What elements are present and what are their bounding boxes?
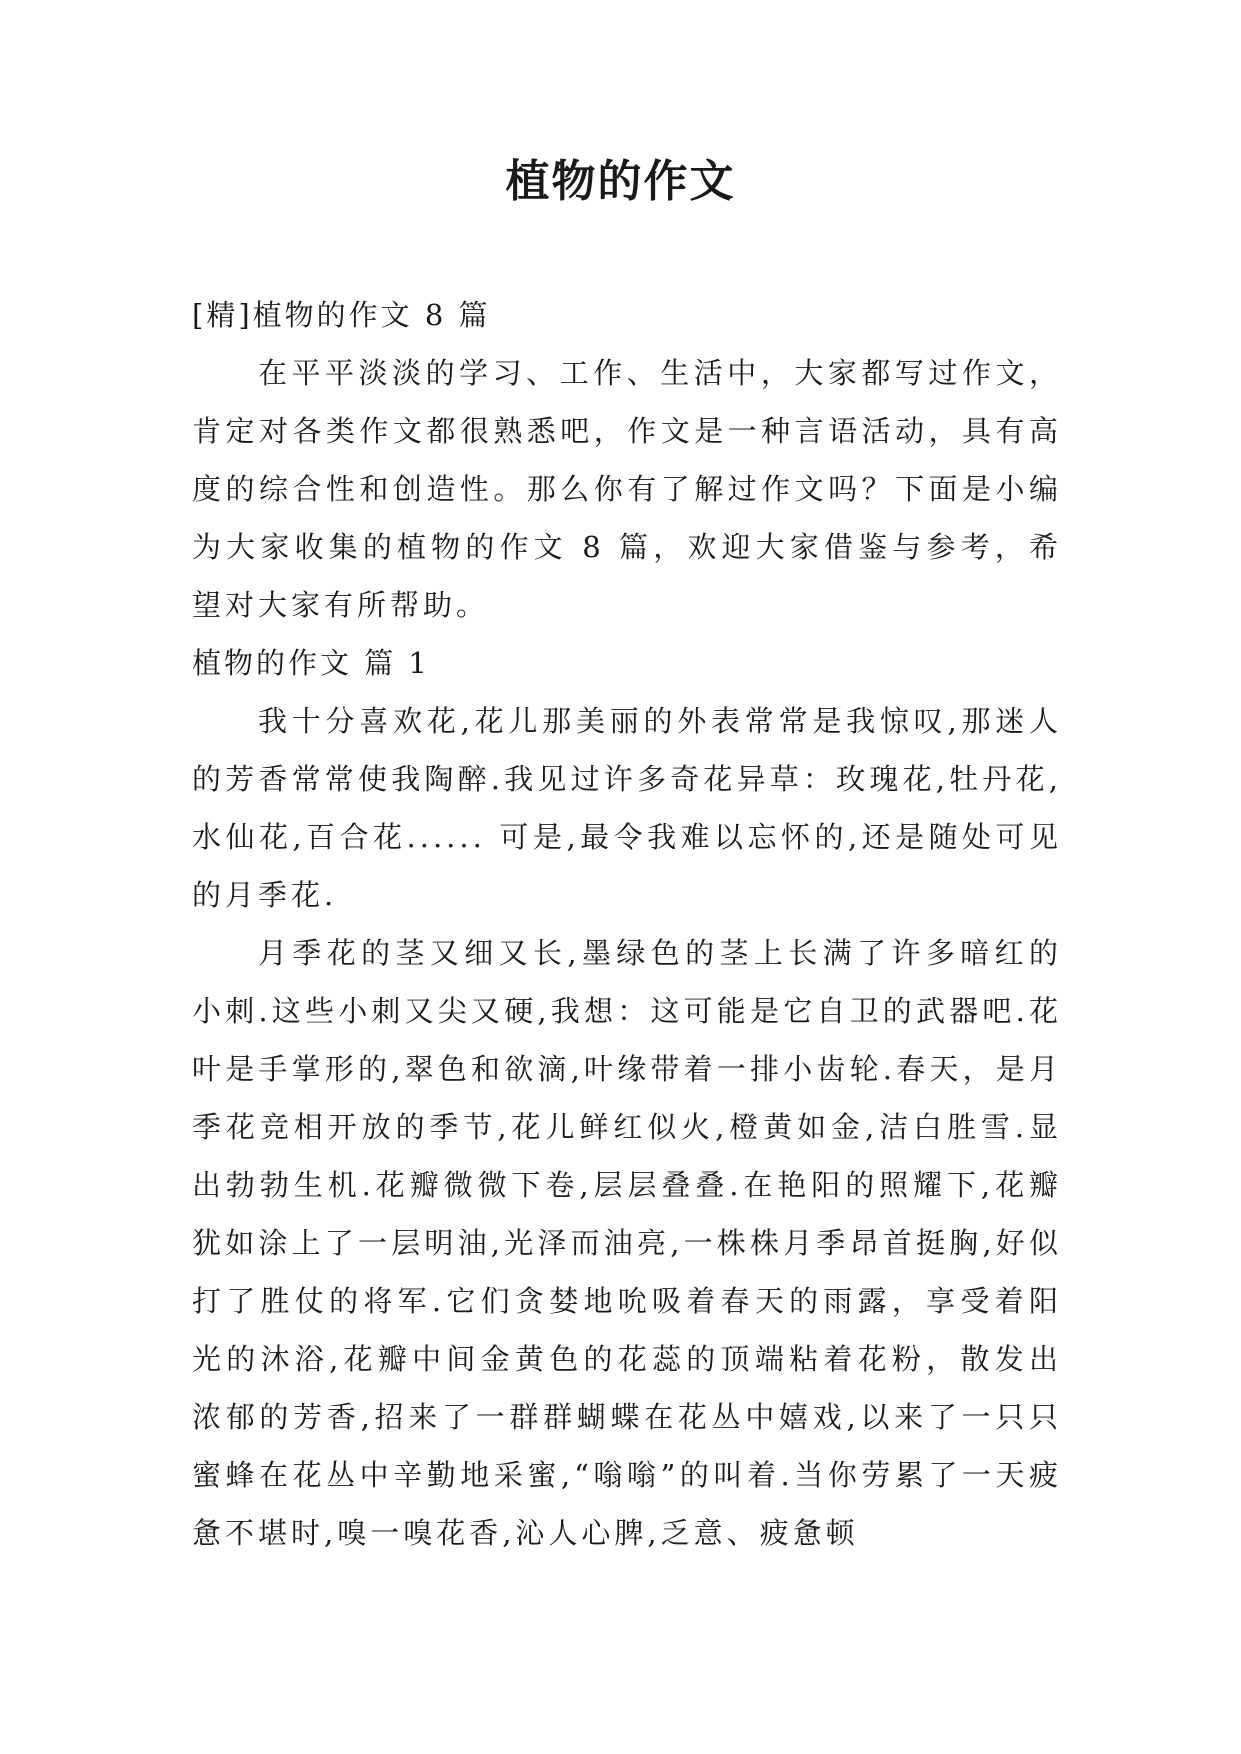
body-paragraph: 我十分喜欢花,花儿那美丽的外表常常是我惊叹,那迷人的芳香常常使我陶醉.我见过许多奇花异草：玫瑰花,牡丹花,水仙花,百合花...... 可是,最令我难以忘怀的,还是随处可见的月季花.	[192, 704, 1062, 912]
body-paragraph: 月季花的茎又细又长,墨绿色的茎上长满了许多暗红的小刺.这些小刺又尖又硬,我想：这可能是它自卫的武器吧.花叶是手掌形的,翠色和欲滴,叶缘带着一排小齿轮.春天，是月季花竞相开放的季节,花儿鲜红似火,橙黄如金,洁白胜雪.显出勃勃生机.花瓣微微下卷,层层叠叠.在艳阳的照耀下,花瓣犹如涂上了一层明油,光泽而油亮,一株株月季昂首挺胸,好似打了胜仗的将军.它们贪婪地吮吸着春天的雨露，享受着阳光的沐浴,花瓣中间金黄色的花蕊的顶端粘着花粉，散发出浓郁的芳香,招来了一群群蝴蝶在花丛中嬉戏,以来了一只只蜜蜂在花丛中辛勤地采蜜,“嗡嗡”的叫着.当你劳累了一天疲惫不堪时,嗅一嗅花香,沁人心脾,乏意、疲惫顿	[192, 936, 1062, 1550]
intro-paragraph: 在平平淡淡的学习、工作、生活中，大家都写过作文，肯定对各类作文都很熟悉吧，作文是一种言语活动，具有高度的综合性和创造性。那么你有了解过作文吗？下面是小编为大家收集的植物的作文 8 篇，欢迎大家借鉴与参考，希望对大家有所帮助。	[192, 356, 1062, 622]
article-subtitle: [精]植物的作文 8 篇	[192, 298, 491, 332]
document-title: 植物的作文	[505, 156, 736, 207]
document-body	[192, 286, 1062, 1562]
section-heading: 植物的作文 篇 1	[192, 646, 430, 680]
